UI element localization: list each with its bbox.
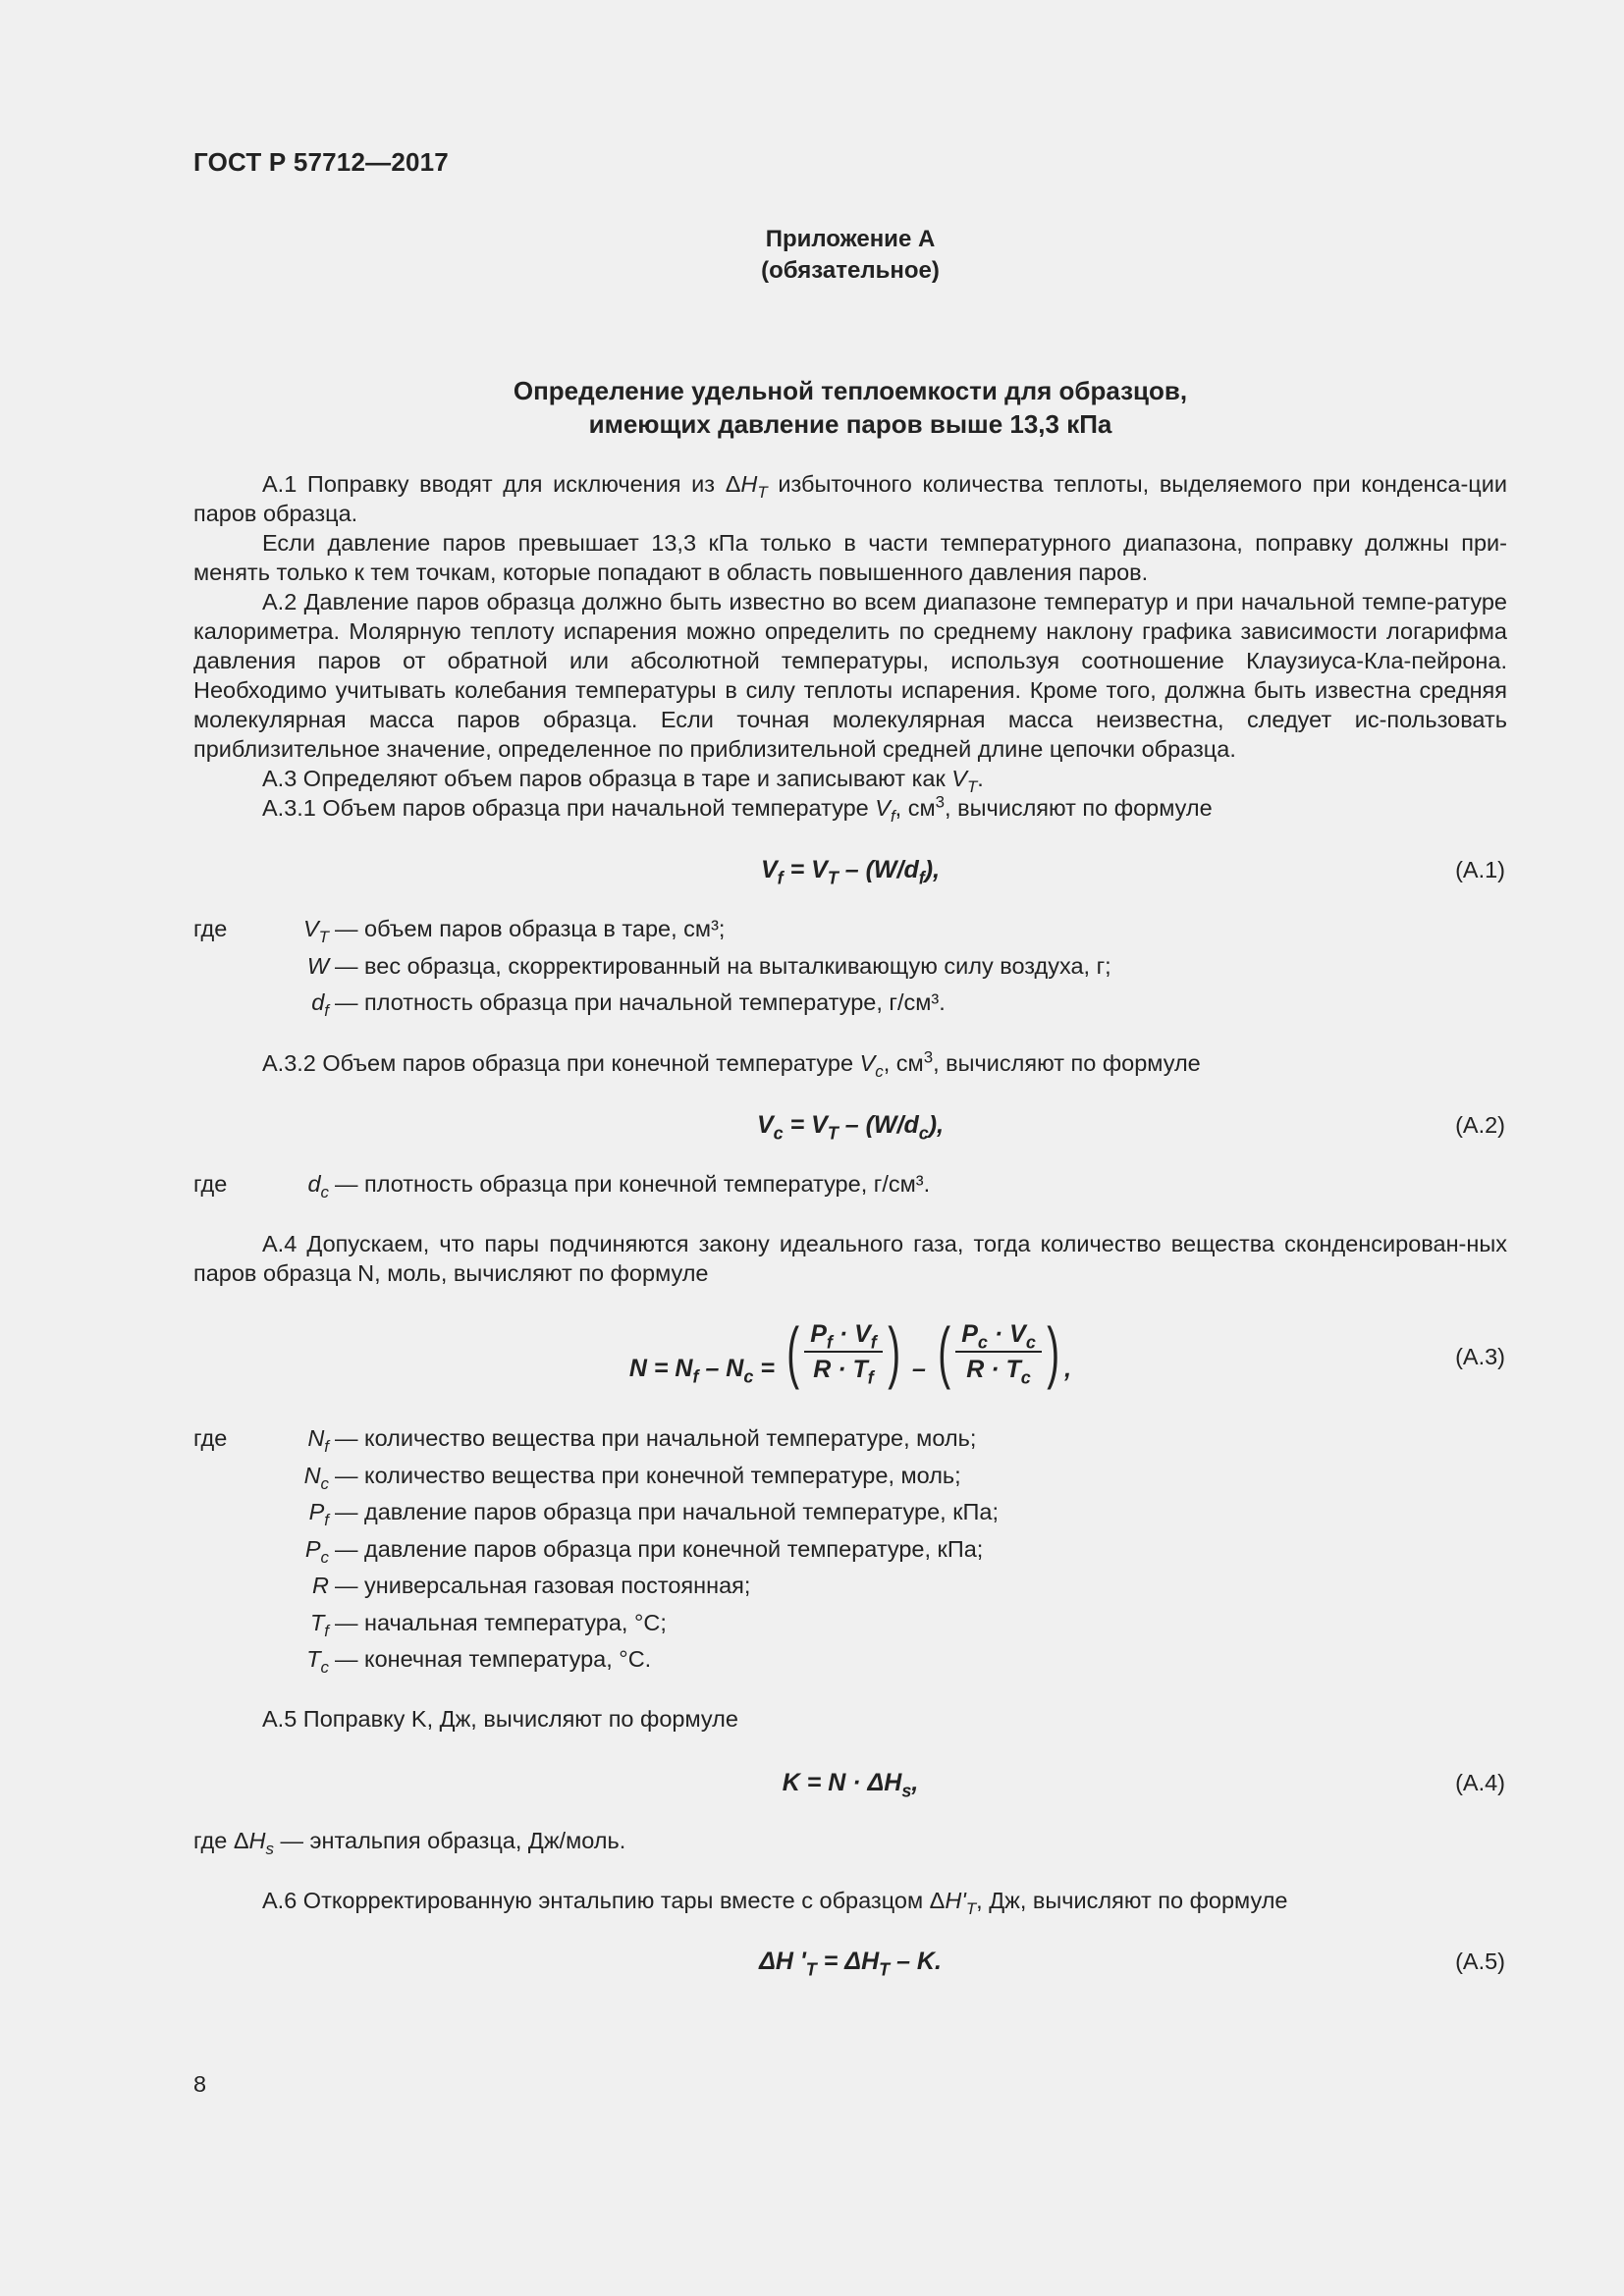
- paragraph-a5: А.5 Поправку K, Дж, вычисляют по формуле: [262, 1706, 738, 1732]
- where-list-a2: [193, 1166, 1507, 1203]
- appendix-type: (обязательное): [761, 257, 940, 284]
- page-number: 8: [193, 2071, 207, 2097]
- where-list-a3: [193, 1420, 1507, 1679]
- formula-a1-expression: $V_f = V_T - (W/d_f)$,: [760, 856, 941, 888]
- formula-a2-expression: $V_c = V_T - (W/d_c)$,: [756, 1111, 945, 1144]
- paragraph-a31: А.3.1 Объем паров образца при начальной температуре $V_f$, $см^3$, вычисляют по формуле: [262, 792, 1213, 826]
- section-title-line1: Определение удельной теплоемкости для образцов,: [513, 376, 1188, 405]
- paragraph-a1b: Если давление паров превышает 13,3 кПа только в части температурного диапазона, поправку должны при-менять только к тем точкам, которые попадают в область повышенного давления паров.: [193, 530, 1507, 585]
- appendix-title: Приложение А: [765, 226, 936, 252]
- formula-a4-number: (А.4): [1455, 1770, 1505, 1795]
- paragraph-a1: А.1 Поправку вводят для исключения из $\Delta H_T$ избыточного количества теплоты, выделяемого при конденса-ции паров образца.: [193, 471, 1507, 526]
- body-text-block-1: [193, 469, 1507, 826]
- formula-a1-number: (А.1): [1455, 857, 1505, 882]
- paragraph-a4: А.4 Допускаем, что пары подчиняются закону идеального газа, тогда количество вещества сконденсирован-ных паров образца N, моль, вычисляют по формуле: [193, 1231, 1507, 1286]
- where-item: $P_c$ — давление паров образца при конечной температуре, кПа;: [304, 1535, 984, 1567]
- where-list-a1: [193, 911, 1507, 1022]
- where-item: $d_f$ — плотность образца при начальной температуре, г/см³.: [311, 989, 946, 1020]
- formula-a3: [193, 1313, 1507, 1396]
- where-item: где $N_f$ — количество вещества при начальной температуре, моль;: [193, 1425, 977, 1456]
- where-item: W — вес образца, скорректированный на выталкивающую силу воздуха, г;: [306, 952, 1111, 979]
- formula-a5-expression: ΔH '$_T = \Delta H_T - K$.: [759, 1948, 942, 1980]
- where-list-a4: [193, 1823, 1507, 1860]
- where-item: $T_c$ — конечная температура, °С.: [306, 1646, 652, 1677]
- appendix-heading: [193, 224, 1507, 287]
- formula-a3-number: (А.3): [1455, 1344, 1505, 1369]
- where-item: где $\Delta H_s$ — энтальпия образца, Дж/моль.: [193, 1828, 626, 1858]
- formula-a4-expression: $K = N \cdot \Delta H_s$,: [782, 1769, 919, 1801]
- paragraph-a3: А.3 Определяют объем паров образца в таре и записывают как $V_T$.: [262, 766, 984, 796]
- paragraph-a32: А.3.2 Объем паров образца при конечной температуре $V_c$, $см^3$, вычисляют по формуле: [262, 1047, 1201, 1081]
- formula-a2: [193, 1105, 1507, 1145]
- formula-a3-expression: $N = N_f - N_c$ = ( $\frac{P_f \cdot V_f}{R \cdot T_f}$ ) – ( $\frac{P_c \cdot V_c}{R \cdot T_c}$ ) ,: [628, 1313, 1072, 1390]
- where-item: $N_c$ — количество вещества при конечной температуре, моль;: [303, 1462, 961, 1493]
- paragraph-a2: А.2 Давление паров образца должно быть известно во всем диапазоне температур и при начальной темпе-ратуре калориметра. Молярную теплоту испарения можно определить по среднему наклону графика зависимости логарифма давления паров от обратной или абсолютной температуры, используя соотношение Клаузиуса-Кла-пейрона. Необходимо учитывать колебания температуры в силу теплоты испарения. Кроме того, должна быть известна средняя молекулярная масса паров образца. Если точная молекулярная масса неизвестна, следует ис-пользовать приблизительное значение, определенное по приблизительной средней длине цепочки образца.: [193, 589, 1507, 762]
- paragraph-a6: А.6 Откорректированную энтальпию тары вместе с образцом $\Delta H'_T$, Дж, вычисляют по формуле: [262, 1888, 1288, 1918]
- formula-a5-number: (А.5): [1455, 1949, 1505, 1974]
- document-code: ГОСТ Р 57712—2017: [193, 147, 449, 177]
- where-item: где $d_c$ — плотность образца при конечной температуре, г/см³.: [193, 1171, 931, 1201]
- where-item: $P_f$ — давление паров образца при начальной температуре, кПа;: [308, 1499, 1000, 1529]
- where-item: R — универсальная газовая постоянная;: [312, 1573, 751, 1598]
- where-item: $T_f$ — начальная температура, °С;: [309, 1609, 667, 1640]
- formula-a5: [193, 1942, 1507, 1981]
- section-title-line2: имеющих давление паров выше 13,3 кПа: [588, 409, 1112, 439]
- section-title: [193, 374, 1507, 441]
- formula-a1: [193, 850, 1507, 889]
- formula-a2-number: (А.2): [1455, 1112, 1505, 1138]
- where-item: где $V_T$ — объем паров образца в таре, см³;: [193, 916, 726, 946]
- formula-a4: [193, 1763, 1507, 1802]
